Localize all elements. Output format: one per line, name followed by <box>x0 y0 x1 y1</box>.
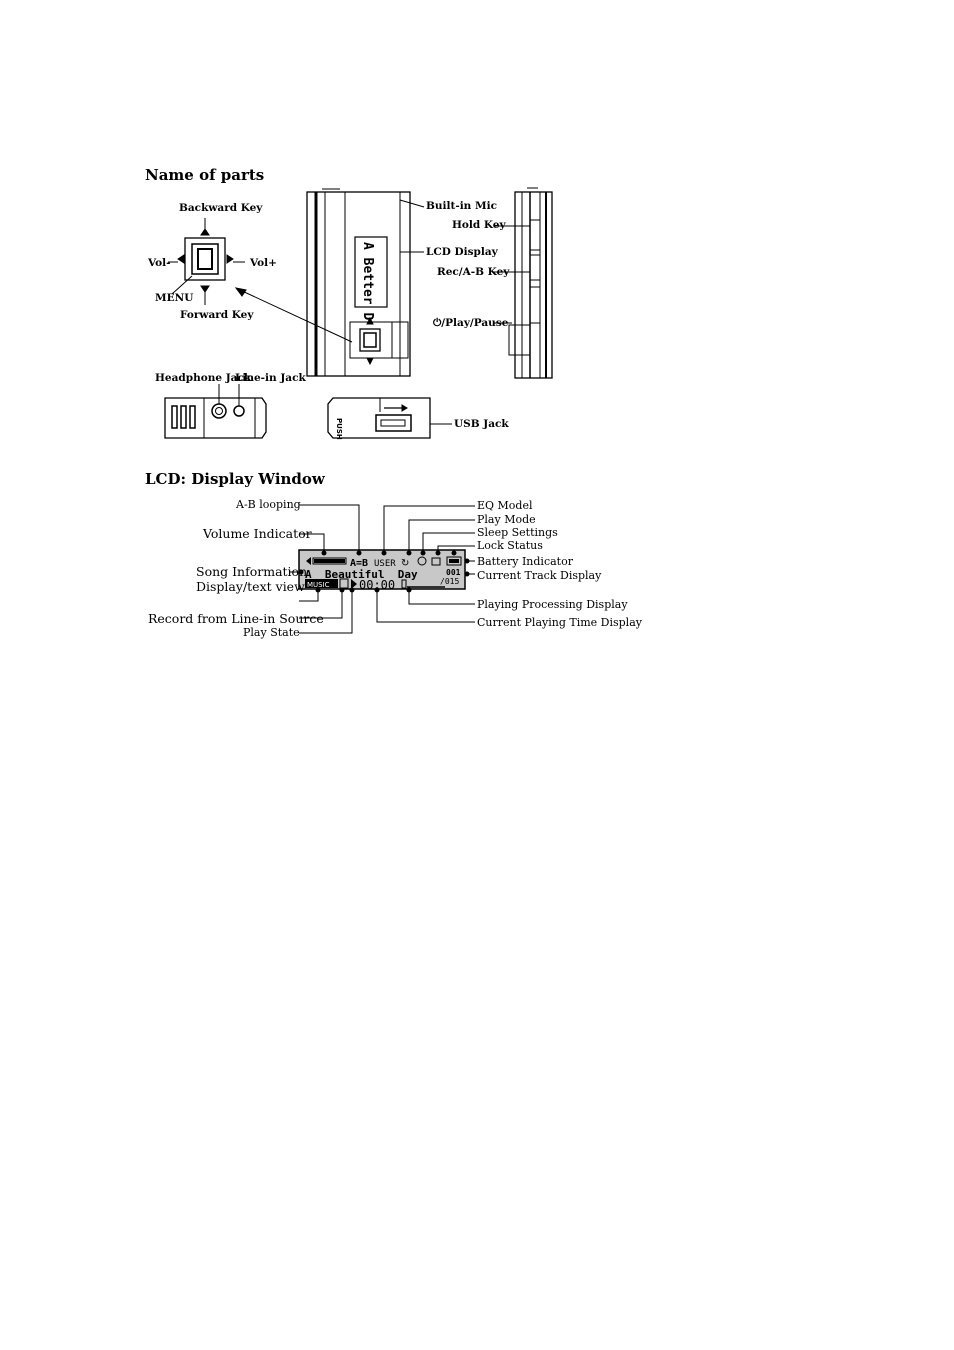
label-song-information: Song Information <box>196 564 308 579</box>
label-record-line-in: Record from Line-in Source <box>148 611 324 626</box>
lcd-track-top: 001 <box>446 568 461 577</box>
label-play-pause: ⏻/Play/Pause <box>433 317 509 329</box>
lcd-time-text: 00:00 <box>359 578 396 592</box>
label-playing-processing-display: Playing Processing Display <box>477 598 628 611</box>
label-headphone-jack: Headphone Jack <box>155 372 252 384</box>
device-push-label: PUSH <box>335 418 343 440</box>
label-eq-model: EQ Model <box>477 499 533 512</box>
label-volume-indicator: Volume Indicator <box>203 526 312 541</box>
lcd-song-text: A Beautiful Day <box>305 568 418 581</box>
label-usb-jack: USB Jack <box>454 418 509 430</box>
label-battery-indicator: Battery Indicator <box>477 555 573 568</box>
label-lcd-display: LCD Display <box>426 246 498 258</box>
label-menu: MENU <box>155 292 194 304</box>
play-mode-icon: ↻ <box>401 558 410 569</box>
label-current-track-display: Current Track Display <box>477 569 602 582</box>
lcd-display-window-heading: LCD: Display Window <box>145 470 325 488</box>
label-display-text-view: Display/text view <box>196 579 305 594</box>
label-play-state: Play State <box>243 626 300 639</box>
label-lock-status: Lock Status <box>477 539 543 552</box>
device-screen-text: A Better D <box>360 242 375 321</box>
label-ab-looping: A-B looping <box>236 498 301 511</box>
label-current-playing-time-display: Current Playing Time Display <box>477 616 642 629</box>
label-hold-key: Hold Key <box>452 219 506 231</box>
label-play-mode: Play Mode <box>477 513 536 526</box>
label-sleep-settings: Sleep Settings <box>477 526 558 539</box>
label-vol-minus: Vol- <box>148 257 171 269</box>
lcd-ab-text: A=B <box>350 558 369 569</box>
lcd-eq-text: USER <box>374 559 396 569</box>
label-line-in-jack: Line-in Jack <box>235 372 306 384</box>
lcd-music-text: MUSIC <box>307 581 330 589</box>
label-forward-key: Forward Key <box>180 309 254 321</box>
label-built-in-mic: Built-in Mic <box>426 200 497 212</box>
label-rec-ab-key: Rec/A-B Key <box>437 266 510 278</box>
lcd-track-bottom: /015 <box>440 577 460 586</box>
label-backward-key: Backward Key <box>179 202 263 214</box>
label-vol-plus: Vol+ <box>250 257 277 269</box>
name-of-parts-heading: Name of parts <box>145 166 265 184</box>
